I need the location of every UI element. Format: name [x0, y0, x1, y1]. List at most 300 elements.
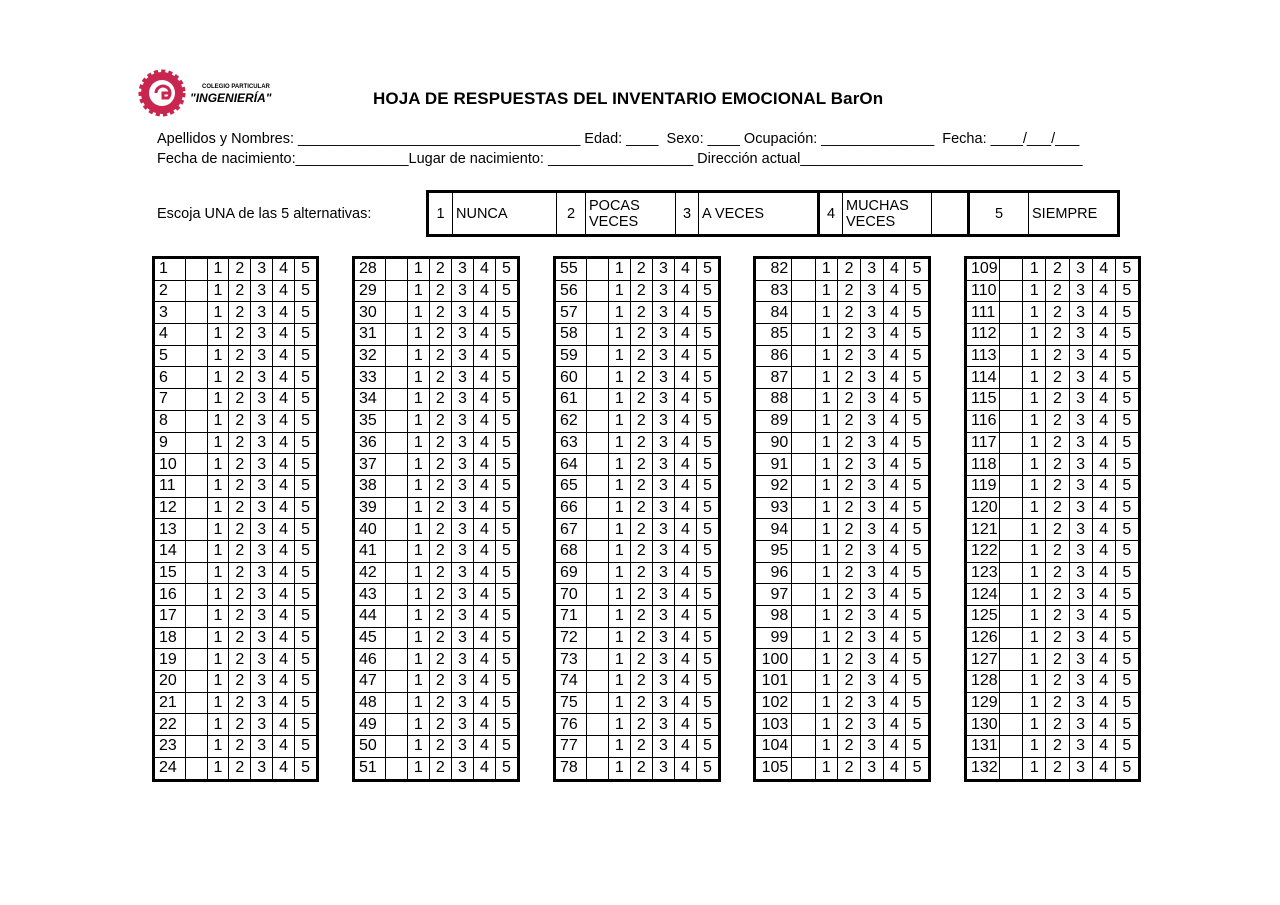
answer-choice-3[interactable]: 3	[1069, 692, 1092, 714]
answer-choice-3[interactable]: 3	[652, 606, 674, 628]
answer-choice-4[interactable]: 4	[883, 692, 906, 714]
answer-choice-2[interactable]: 2	[838, 410, 861, 432]
answer-choice-2[interactable]: 2	[630, 692, 652, 714]
answer-choice-3[interactable]: 3	[451, 258, 473, 281]
answer-choice-2[interactable]: 2	[838, 389, 861, 411]
answer-blank[interactable]	[999, 671, 1023, 693]
answer-choice-5[interactable]: 5	[906, 714, 930, 736]
answer-choice-1[interactable]: 1	[207, 562, 229, 584]
answer-blank[interactable]	[792, 324, 815, 346]
answer-choice-2[interactable]: 2	[838, 367, 861, 389]
answer-choice-5[interactable]: 5	[906, 454, 930, 476]
answer-choice-2[interactable]: 2	[1046, 714, 1069, 736]
answer-choice-1[interactable]: 1	[207, 627, 229, 649]
answer-choice-3[interactable]: 3	[1069, 410, 1092, 432]
answer-choice-1[interactable]: 1	[207, 389, 229, 411]
answer-choice-4[interactable]: 4	[883, 345, 906, 367]
answer-choice-1[interactable]: 1	[207, 584, 229, 606]
answer-choice-1[interactable]: 1	[1023, 345, 1046, 367]
answer-choice-5[interactable]: 5	[696, 454, 719, 476]
answer-choice-1[interactable]: 1	[207, 345, 229, 367]
answer-choice-2[interactable]: 2	[229, 302, 251, 324]
answer-blank[interactable]	[385, 649, 407, 671]
answer-choice-3[interactable]: 3	[860, 671, 883, 693]
answer-choice-1[interactable]: 1	[815, 627, 838, 649]
answer-choice-2[interactable]: 2	[630, 606, 652, 628]
answer-choice-3[interactable]: 3	[251, 367, 273, 389]
answer-choice-2[interactable]: 2	[630, 671, 652, 693]
answer-choice-5[interactable]: 5	[906, 649, 930, 671]
answer-choice-3[interactable]: 3	[251, 280, 273, 302]
answer-choice-4[interactable]: 4	[674, 714, 696, 736]
answer-choice-3[interactable]: 3	[860, 324, 883, 346]
answer-choice-5[interactable]: 5	[1115, 475, 1139, 497]
answer-choice-1[interactable]: 1	[608, 562, 630, 584]
answer-choice-5[interactable]: 5	[495, 562, 518, 584]
answer-choice-1[interactable]: 1	[407, 302, 429, 324]
answer-choice-2[interactable]: 2	[229, 584, 251, 606]
answer-choice-2[interactable]: 2	[838, 258, 861, 281]
answer-choice-4[interactable]: 4	[473, 302, 495, 324]
answer-choice-3[interactable]: 3	[451, 714, 473, 736]
answer-choice-4[interactable]: 4	[1092, 302, 1115, 324]
answer-choice-1[interactable]: 1	[815, 584, 838, 606]
answer-choice-4[interactable]: 4	[674, 497, 696, 519]
answer-choice-4[interactable]: 4	[883, 324, 906, 346]
answer-choice-4[interactable]: 4	[273, 324, 295, 346]
answer-choice-5[interactable]: 5	[495, 345, 518, 367]
answer-choice-5[interactable]: 5	[1115, 540, 1139, 562]
answer-blank[interactable]	[792, 606, 815, 628]
answer-choice-3[interactable]: 3	[451, 671, 473, 693]
answer-choice-3[interactable]: 3	[1069, 519, 1092, 541]
answer-choice-3[interactable]: 3	[1069, 736, 1092, 758]
answer-choice-5[interactable]: 5	[495, 757, 518, 780]
answer-blank[interactable]	[185, 410, 207, 432]
answer-choice-5[interactable]: 5	[495, 410, 518, 432]
answer-choice-1[interactable]: 1	[815, 302, 838, 324]
answer-choice-1[interactable]: 1	[1023, 627, 1046, 649]
answer-choice-4[interactable]: 4	[273, 692, 295, 714]
answer-blank[interactable]	[586, 519, 608, 541]
answer-choice-2[interactable]: 2	[229, 671, 251, 693]
answer-choice-4[interactable]: 4	[473, 736, 495, 758]
answer-choice-4[interactable]: 4	[1092, 540, 1115, 562]
answer-choice-1[interactable]: 1	[815, 324, 838, 346]
answer-choice-4[interactable]: 4	[674, 475, 696, 497]
answer-choice-5[interactable]: 5	[1115, 258, 1139, 281]
answer-blank[interactable]	[586, 367, 608, 389]
answer-choice-5[interactable]: 5	[696, 540, 719, 562]
answer-blank[interactable]	[586, 454, 608, 476]
answer-choice-4[interactable]: 4	[1092, 389, 1115, 411]
answer-choice-1[interactable]: 1	[815, 562, 838, 584]
answer-choice-5[interactable]: 5	[696, 258, 719, 281]
answer-choice-5[interactable]: 5	[696, 389, 719, 411]
answer-blank[interactable]	[586, 736, 608, 758]
answer-choice-3[interactable]: 3	[451, 410, 473, 432]
answer-choice-4[interactable]: 4	[273, 627, 295, 649]
answer-blank[interactable]	[999, 475, 1023, 497]
answer-choice-5[interactable]: 5	[495, 540, 518, 562]
answer-choice-5[interactable]: 5	[1115, 432, 1139, 454]
answer-choice-4[interactable]: 4	[1092, 454, 1115, 476]
answer-choice-2[interactable]: 2	[1046, 692, 1069, 714]
answer-choice-1[interactable]: 1	[815, 345, 838, 367]
answer-choice-5[interactable]: 5	[1115, 454, 1139, 476]
answer-blank[interactable]	[586, 714, 608, 736]
answer-choice-3[interactable]: 3	[652, 432, 674, 454]
answer-choice-2[interactable]: 2	[429, 410, 451, 432]
answer-choice-1[interactable]: 1	[207, 540, 229, 562]
answer-choice-1[interactable]: 1	[407, 367, 429, 389]
answer-blank[interactable]	[185, 345, 207, 367]
answer-blank[interactable]	[586, 475, 608, 497]
answer-choice-4[interactable]: 4	[883, 736, 906, 758]
answer-choice-4[interactable]: 4	[883, 627, 906, 649]
answer-choice-1[interactable]: 1	[207, 302, 229, 324]
answer-choice-4[interactable]: 4	[273, 757, 295, 780]
answer-choice-1[interactable]: 1	[608, 606, 630, 628]
answer-choice-1[interactable]: 1	[608, 454, 630, 476]
answer-choice-2[interactable]: 2	[429, 736, 451, 758]
answer-choice-3[interactable]: 3	[860, 714, 883, 736]
answer-choice-1[interactable]: 1	[1023, 497, 1046, 519]
answer-choice-2[interactable]: 2	[1046, 324, 1069, 346]
answer-choice-3[interactable]: 3	[1069, 389, 1092, 411]
answer-blank[interactable]	[385, 410, 407, 432]
answer-choice-5[interactable]: 5	[696, 627, 719, 649]
answer-choice-5[interactable]: 5	[295, 757, 318, 780]
answer-choice-2[interactable]: 2	[1046, 649, 1069, 671]
answer-choice-5[interactable]: 5	[495, 736, 518, 758]
answer-choice-3[interactable]: 3	[251, 584, 273, 606]
answer-choice-5[interactable]: 5	[696, 692, 719, 714]
answer-choice-5[interactable]: 5	[495, 714, 518, 736]
answer-choice-5[interactable]: 5	[295, 519, 318, 541]
answer-choice-3[interactable]: 3	[1069, 671, 1092, 693]
answer-choice-1[interactable]: 1	[608, 584, 630, 606]
answer-choice-5[interactable]: 5	[295, 302, 318, 324]
answer-choice-5[interactable]: 5	[696, 562, 719, 584]
answer-choice-5[interactable]: 5	[906, 584, 930, 606]
answer-choice-5[interactable]: 5	[295, 649, 318, 671]
answer-choice-2[interactable]: 2	[229, 736, 251, 758]
answer-choice-2[interactable]: 2	[1046, 540, 1069, 562]
answer-choice-5[interactable]: 5	[906, 736, 930, 758]
answer-blank[interactable]	[185, 432, 207, 454]
answer-choice-4[interactable]: 4	[674, 736, 696, 758]
answer-choice-3[interactable]: 3	[652, 454, 674, 476]
answer-choice-5[interactable]: 5	[295, 280, 318, 302]
answer-choice-3[interactable]: 3	[251, 454, 273, 476]
answer-choice-1[interactable]: 1	[1023, 280, 1046, 302]
answer-choice-2[interactable]: 2	[229, 497, 251, 519]
answer-choice-5[interactable]: 5	[495, 692, 518, 714]
answer-choice-4[interactable]: 4	[273, 475, 295, 497]
answer-choice-2[interactable]: 2	[630, 584, 652, 606]
answer-choice-2[interactable]: 2	[429, 258, 451, 281]
answer-blank[interactable]	[385, 454, 407, 476]
answer-choice-5[interactable]: 5	[696, 367, 719, 389]
answer-choice-5[interactable]: 5	[495, 649, 518, 671]
answer-blank[interactable]	[586, 757, 608, 780]
answer-blank[interactable]	[586, 627, 608, 649]
answer-choice-1[interactable]: 1	[608, 671, 630, 693]
answer-choice-4[interactable]: 4	[1092, 671, 1115, 693]
answer-choice-4[interactable]: 4	[473, 757, 495, 780]
answer-choice-5[interactable]: 5	[1115, 714, 1139, 736]
answer-choice-1[interactable]: 1	[608, 280, 630, 302]
answer-choice-5[interactable]: 5	[295, 410, 318, 432]
answer-choice-3[interactable]: 3	[451, 475, 473, 497]
answer-choice-2[interactable]: 2	[429, 454, 451, 476]
answer-choice-5[interactable]: 5	[696, 345, 719, 367]
answer-choice-4[interactable]: 4	[1092, 736, 1115, 758]
answer-blank[interactable]	[586, 302, 608, 324]
answer-choice-4[interactable]: 4	[883, 562, 906, 584]
answer-choice-5[interactable]: 5	[1115, 519, 1139, 541]
answer-choice-4[interactable]: 4	[1092, 627, 1115, 649]
answer-choice-2[interactable]: 2	[838, 736, 861, 758]
answer-choice-4[interactable]: 4	[1092, 562, 1115, 584]
answer-choice-3[interactable]: 3	[860, 280, 883, 302]
answer-blank[interactable]	[792, 671, 815, 693]
answer-choice-1[interactable]: 1	[407, 410, 429, 432]
answer-choice-4[interactable]: 4	[473, 606, 495, 628]
answer-choice-2[interactable]: 2	[229, 627, 251, 649]
answer-choice-4[interactable]: 4	[674, 519, 696, 541]
answer-choice-1[interactable]: 1	[815, 519, 838, 541]
answer-choice-1[interactable]: 1	[608, 736, 630, 758]
answer-blank[interactable]	[185, 475, 207, 497]
answer-choice-1[interactable]: 1	[815, 497, 838, 519]
answer-blank[interactable]	[385, 627, 407, 649]
answer-blank[interactable]	[385, 714, 407, 736]
answer-choice-3[interactable]: 3	[251, 410, 273, 432]
answer-choice-3[interactable]: 3	[251, 671, 273, 693]
answer-choice-2[interactable]: 2	[229, 714, 251, 736]
answer-choice-2[interactable]: 2	[838, 692, 861, 714]
answer-choice-5[interactable]: 5	[696, 714, 719, 736]
answer-choice-1[interactable]: 1	[608, 627, 630, 649]
answer-choice-4[interactable]: 4	[473, 410, 495, 432]
answer-choice-2[interactable]: 2	[1046, 584, 1069, 606]
answer-choice-4[interactable]: 4	[674, 258, 696, 281]
answer-choice-3[interactable]: 3	[251, 432, 273, 454]
answer-blank[interactable]	[999, 606, 1023, 628]
answer-choice-5[interactable]: 5	[1115, 324, 1139, 346]
answer-choice-2[interactable]: 2	[429, 519, 451, 541]
answer-choice-4[interactable]: 4	[674, 454, 696, 476]
answer-choice-5[interactable]: 5	[906, 432, 930, 454]
answer-blank[interactable]	[999, 367, 1023, 389]
answer-choice-5[interactable]: 5	[1115, 584, 1139, 606]
answer-choice-5[interactable]: 5	[295, 627, 318, 649]
answer-choice-2[interactable]: 2	[229, 410, 251, 432]
answer-choice-4[interactable]: 4	[1092, 432, 1115, 454]
answer-choice-4[interactable]: 4	[674, 649, 696, 671]
answer-choice-1[interactable]: 1	[207, 432, 229, 454]
answer-blank[interactable]	[792, 258, 815, 281]
answer-choice-2[interactable]: 2	[838, 497, 861, 519]
answer-choice-4[interactable]: 4	[674, 410, 696, 432]
answer-blank[interactable]	[586, 649, 608, 671]
answer-blank[interactable]	[385, 432, 407, 454]
answer-choice-1[interactable]: 1	[1023, 736, 1046, 758]
answer-choice-2[interactable]: 2	[630, 519, 652, 541]
answer-choice-3[interactable]: 3	[451, 692, 473, 714]
answer-blank[interactable]	[586, 606, 608, 628]
answer-blank[interactable]	[586, 540, 608, 562]
answer-choice-1[interactable]: 1	[1023, 671, 1046, 693]
answer-choice-5[interactable]: 5	[906, 692, 930, 714]
answer-blank[interactable]	[385, 280, 407, 302]
answer-choice-4[interactable]: 4	[1092, 280, 1115, 302]
answer-choice-3[interactable]: 3	[451, 540, 473, 562]
answer-choice-5[interactable]: 5	[1115, 671, 1139, 693]
answer-choice-4[interactable]: 4	[473, 562, 495, 584]
answer-choice-5[interactable]: 5	[696, 410, 719, 432]
answer-blank[interactable]	[999, 432, 1023, 454]
answer-choice-2[interactable]: 2	[838, 671, 861, 693]
answer-choice-2[interactable]: 2	[838, 345, 861, 367]
answer-choice-2[interactable]: 2	[838, 606, 861, 628]
answer-blank[interactable]	[385, 345, 407, 367]
answer-choice-4[interactable]: 4	[674, 280, 696, 302]
answer-choice-1[interactable]: 1	[815, 736, 838, 758]
answer-choice-2[interactable]: 2	[1046, 671, 1069, 693]
answer-choice-2[interactable]: 2	[1046, 345, 1069, 367]
answer-choice-5[interactable]: 5	[906, 367, 930, 389]
answer-choice-3[interactable]: 3	[860, 367, 883, 389]
answer-choice-3[interactable]: 3	[860, 606, 883, 628]
answer-blank[interactable]	[185, 367, 207, 389]
answer-choice-5[interactable]: 5	[1115, 389, 1139, 411]
answer-choice-3[interactable]: 3	[652, 367, 674, 389]
answer-choice-2[interactable]: 2	[630, 454, 652, 476]
answer-choice-4[interactable]: 4	[473, 367, 495, 389]
answer-choice-2[interactable]: 2	[429, 692, 451, 714]
answer-choice-5[interactable]: 5	[495, 389, 518, 411]
answer-choice-5[interactable]: 5	[495, 432, 518, 454]
answer-choice-4[interactable]: 4	[1092, 692, 1115, 714]
answer-choice-1[interactable]: 1	[815, 649, 838, 671]
answer-choice-2[interactable]: 2	[429, 540, 451, 562]
answer-choice-1[interactable]: 1	[407, 562, 429, 584]
answer-choice-2[interactable]: 2	[838, 584, 861, 606]
answer-choice-4[interactable]: 4	[1092, 714, 1115, 736]
answer-choice-4[interactable]: 4	[1092, 258, 1115, 281]
answer-choice-4[interactable]: 4	[473, 627, 495, 649]
answer-choice-1[interactable]: 1	[815, 410, 838, 432]
answer-choice-2[interactable]: 2	[229, 692, 251, 714]
answer-blank[interactable]	[185, 671, 207, 693]
answer-choice-3[interactable]: 3	[451, 584, 473, 606]
answer-choice-3[interactable]: 3	[860, 475, 883, 497]
answer-choice-3[interactable]: 3	[451, 302, 473, 324]
answer-choice-4[interactable]: 4	[883, 757, 906, 780]
answer-choice-3[interactable]: 3	[451, 280, 473, 302]
answer-choice-5[interactable]: 5	[906, 324, 930, 346]
answer-blank[interactable]	[586, 497, 608, 519]
answer-choice-4[interactable]: 4	[273, 562, 295, 584]
answer-choice-1[interactable]: 1	[1023, 454, 1046, 476]
answer-choice-3[interactable]: 3	[251, 302, 273, 324]
answer-choice-2[interactable]: 2	[630, 562, 652, 584]
answer-choice-4[interactable]: 4	[1092, 324, 1115, 346]
answer-choice-3[interactable]: 3	[451, 757, 473, 780]
answer-choice-1[interactable]: 1	[407, 497, 429, 519]
form-line-name-age[interactable]: Apellidos y Nombres: ___________________________________ Edad: ____ Sexo: ____ Ocupación: ______________ Fecha: ____/___/___	[157, 131, 1080, 147]
answer-choice-1[interactable]: 1	[407, 519, 429, 541]
answer-choice-3[interactable]: 3	[251, 389, 273, 411]
answer-choice-2[interactable]: 2	[229, 475, 251, 497]
answer-choice-1[interactable]: 1	[1023, 389, 1046, 411]
answer-choice-3[interactable]: 3	[1069, 345, 1092, 367]
answer-choice-1[interactable]: 1	[608, 324, 630, 346]
answer-choice-4[interactable]: 4	[273, 714, 295, 736]
answer-choice-4[interactable]: 4	[273, 410, 295, 432]
answer-choice-5[interactable]: 5	[295, 606, 318, 628]
answer-choice-4[interactable]: 4	[473, 692, 495, 714]
answer-choice-5[interactable]: 5	[295, 367, 318, 389]
answer-choice-4[interactable]: 4	[674, 367, 696, 389]
answer-choice-3[interactable]: 3	[652, 692, 674, 714]
answer-choice-5[interactable]: 5	[906, 757, 930, 780]
answer-blank[interactable]	[385, 736, 407, 758]
answer-choice-1[interactable]: 1	[1023, 302, 1046, 324]
answer-choice-5[interactable]: 5	[495, 475, 518, 497]
answer-choice-3[interactable]: 3	[251, 475, 273, 497]
answer-choice-5[interactable]: 5	[906, 389, 930, 411]
answer-choice-5[interactable]: 5	[696, 757, 719, 780]
answer-choice-5[interactable]: 5	[295, 497, 318, 519]
answer-choice-4[interactable]: 4	[273, 736, 295, 758]
answer-blank[interactable]	[385, 367, 407, 389]
answer-choice-3[interactable]: 3	[451, 432, 473, 454]
answer-choice-3[interactable]: 3	[652, 410, 674, 432]
answer-choice-1[interactable]: 1	[1023, 475, 1046, 497]
answer-choice-1[interactable]: 1	[815, 606, 838, 628]
answer-choice-2[interactable]: 2	[1046, 606, 1069, 628]
answer-choice-1[interactable]: 1	[815, 757, 838, 780]
answer-choice-2[interactable]: 2	[1046, 389, 1069, 411]
answer-blank[interactable]	[999, 519, 1023, 541]
answer-choice-2[interactable]: 2	[429, 584, 451, 606]
answer-choice-5[interactable]: 5	[1115, 280, 1139, 302]
answer-choice-3[interactable]: 3	[251, 324, 273, 346]
answer-choice-1[interactable]: 1	[608, 757, 630, 780]
answer-choice-3[interactable]: 3	[652, 627, 674, 649]
answer-choice-4[interactable]: 4	[883, 540, 906, 562]
answer-choice-3[interactable]: 3	[652, 671, 674, 693]
answer-choice-2[interactable]: 2	[429, 606, 451, 628]
answer-choice-4[interactable]: 4	[883, 606, 906, 628]
answer-choice-4[interactable]: 4	[273, 497, 295, 519]
form-line-birth-address[interactable]: Fecha de nacimiento:______________Lugar de nacimiento: __________________ Dirección actual___________________________________	[157, 151, 1083, 167]
answer-choice-2[interactable]: 2	[630, 714, 652, 736]
answer-choice-5[interactable]: 5	[696, 280, 719, 302]
answer-choice-3[interactable]: 3	[860, 410, 883, 432]
answer-blank[interactable]	[586, 692, 608, 714]
answer-choice-4[interactable]: 4	[674, 324, 696, 346]
answer-choice-3[interactable]: 3	[1069, 562, 1092, 584]
answer-blank[interactable]	[185, 497, 207, 519]
answer-choice-2[interactable]: 2	[1046, 736, 1069, 758]
answer-choice-1[interactable]: 1	[1023, 540, 1046, 562]
answer-choice-2[interactable]: 2	[630, 410, 652, 432]
